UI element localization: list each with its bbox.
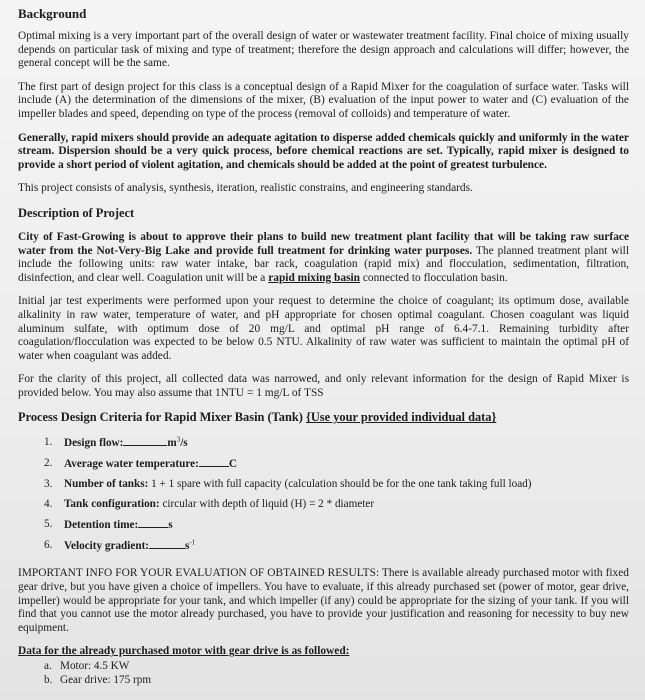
- criteria-item-unit-sup: -1: [189, 538, 196, 547]
- background-paragraph-1: Optimal mixing is a very important part of the overall design of water or wastewater treatment facility. Final choice of mixing usually depends on particular task of mixing and type of treatment; therefore the design approach and calculations will differ; however, the general concept will be the same.: [18, 30, 629, 70]
- motor-data-item: [44, 673, 629, 687]
- motor-data-item-text: Motor: 4.5 KW: [60, 660, 130, 673]
- rapid-mixing-basin-term: rapid mixing basin: [268, 271, 361, 284]
- criteria-item-label: Detention time:: [64, 519, 139, 532]
- criteria-item-text: circular with depth of liquid (H) = 2 * diameter: [159, 498, 375, 511]
- description-paragraph-3: For the clarity of this project, all collected data was narrowed, and only relevant information for the design of Rapid Mixer is provided below. You may also assume that 1NTU = 1 mg/L of TSS: [18, 373, 629, 399]
- criteria-item-label: Tank configuration:: [64, 498, 160, 511]
- criteria-item-unit: s: [168, 519, 173, 532]
- criteria-item-unit: m: [167, 437, 177, 450]
- criteria-item-velocity-gradient: [44, 538, 629, 553]
- background-paragraph-4: This project consists of analysis, synthesis, iteration, realistic constrains, and engineering standards.: [18, 182, 473, 195]
- description-paragraph-2: Initial jar test experiments were performed upon your request to determine the choice of coagulant; its optimum dose, available alkalinity in raw water, temperature of water, and pH appropriate for chosen optimal coagulant. Chosen coagulant was liquid aluminum sulfate, with optimum dose of 20 mg/L and optimal pH range of 6.4-7.1. Remaining turbidity after coagulation/flocculation was expected to be below 0.5 NTU. Alkalinity of raw water was sufficient to maintain the optimal pH of water when coagulant was added.: [18, 295, 629, 362]
- criteria-item-number: 4.: [44, 498, 53, 511]
- description-intro-rest: The planned treatment plant will include the following units: raw water intake, bar rack, coagulation (rapid mix) and flocculation, sedimentation, filtration, disinfection, and clear well. Coagulation unit will be a: [18, 244, 629, 284]
- motor-data-item-letter: b.: [44, 674, 53, 687]
- motor-data-item-text: Gear drive: 175 rpm: [60, 674, 152, 687]
- criteria-heading: [18, 410, 629, 425]
- motor-data-item: [44, 659, 629, 673]
- criteria-item-label: Velocity gradient:: [64, 540, 150, 553]
- background-paragraph-3: Generally, rapid mixers should provide an adequate agitation to disperse added chemicals quickly and uniformly in the water stream. Dispersion should be a very quick process, before chemical reactions are set. Typically, rapid mixer is designed to provide a short period of violent agitation, and chemicals should be added at the point of greatest turbulence.: [18, 131, 629, 171]
- description-intro-end: connected to flocculation basin.: [360, 271, 508, 284]
- criteria-item-number: 5.: [44, 518, 53, 531]
- detention-time-blank: [138, 517, 168, 528]
- background-paragraph-2: The first part of design project for this class is a conceptual design of a Rapid Mixer for the coagulation of surface water. Tasks will include (A) the determination of the dimensions of the mixer, (B) evaluation of the input power to water and (C) evaluation of the impeller blades and speed, depending on type of the process (removal of colloids) and temperature of water.: [18, 80, 629, 120]
- criteria-item-number: 3.: [44, 478, 53, 491]
- background-heading: Background: [18, 6, 87, 21]
- important-info-paragraph: IMPORTANT INFO FOR YOUR EVALUATION OF OBTAINED RESULTS: There is available already purchased motor with fixed gear drive, but you have given a choice of impellers. You have to evaluate, if this already purchased set (power of motor, gear drive, impeller) would be appropriate for your tank, and which impeller (if any) could be appropriate for the sizing of your tank. If you will find that you cannot use the motor already purchased, you have to provide your justification and reasoning for necessity to buy new equipment.: [18, 567, 629, 634]
- criteria-item-label: Design flow:: [64, 437, 124, 450]
- description-intro-bold: City of Fast-Growing is about to approve their plans to build new treatment plant facility that will be taking raw surface water from the Not-Very-Big Lake and provide full treatment for drinking water purposes.: [18, 230, 629, 257]
- criteria-item-label: Number of tanks:: [64, 478, 149, 491]
- criteria-list: [44, 435, 629, 553]
- criteria-item-design-flow: [44, 435, 629, 450]
- criteria-item-label: Average water temperature:: [64, 458, 199, 471]
- criteria-heading-main: Process Design Criteria for Rapid Mixer Basin (Tank): [18, 410, 306, 425]
- criteria-item-number-of-tanks: [44, 477, 629, 491]
- criteria-item-text: 1 + 1 spare with full capacity (calculation should be for the one tank taking full load): [148, 478, 532, 491]
- motor-data-heading: Data for the already purchased motor with gear drive is as followed:: [18, 645, 350, 658]
- criteria-item-number: 6.: [44, 539, 53, 552]
- design-flow-blank: [123, 435, 167, 446]
- criteria-item-tank-configuration: [44, 497, 629, 511]
- criteria-item-unit-tail: /s: [180, 437, 188, 450]
- temperature-blank: [199, 456, 229, 467]
- criteria-item-unit: C: [228, 458, 237, 471]
- motor-data-item-letter: a.: [44, 660, 52, 673]
- description-heading: Description of Project: [18, 205, 135, 220]
- velocity-gradient-blank: [149, 538, 185, 549]
- description-paragraph-1: [18, 231, 629, 285]
- criteria-item-number: 1.: [44, 436, 53, 449]
- criteria-item-unit: s: [185, 540, 190, 553]
- criteria-heading-note: {Use your provided individual data}: [305, 410, 497, 425]
- motor-data-list: [44, 659, 629, 687]
- criteria-item-detention-time: [44, 517, 629, 532]
- criteria-item-number: 2.: [44, 457, 53, 470]
- criteria-item-temperature: [44, 456, 629, 471]
- criteria-item-unit-sup: 3: [176, 435, 181, 444]
